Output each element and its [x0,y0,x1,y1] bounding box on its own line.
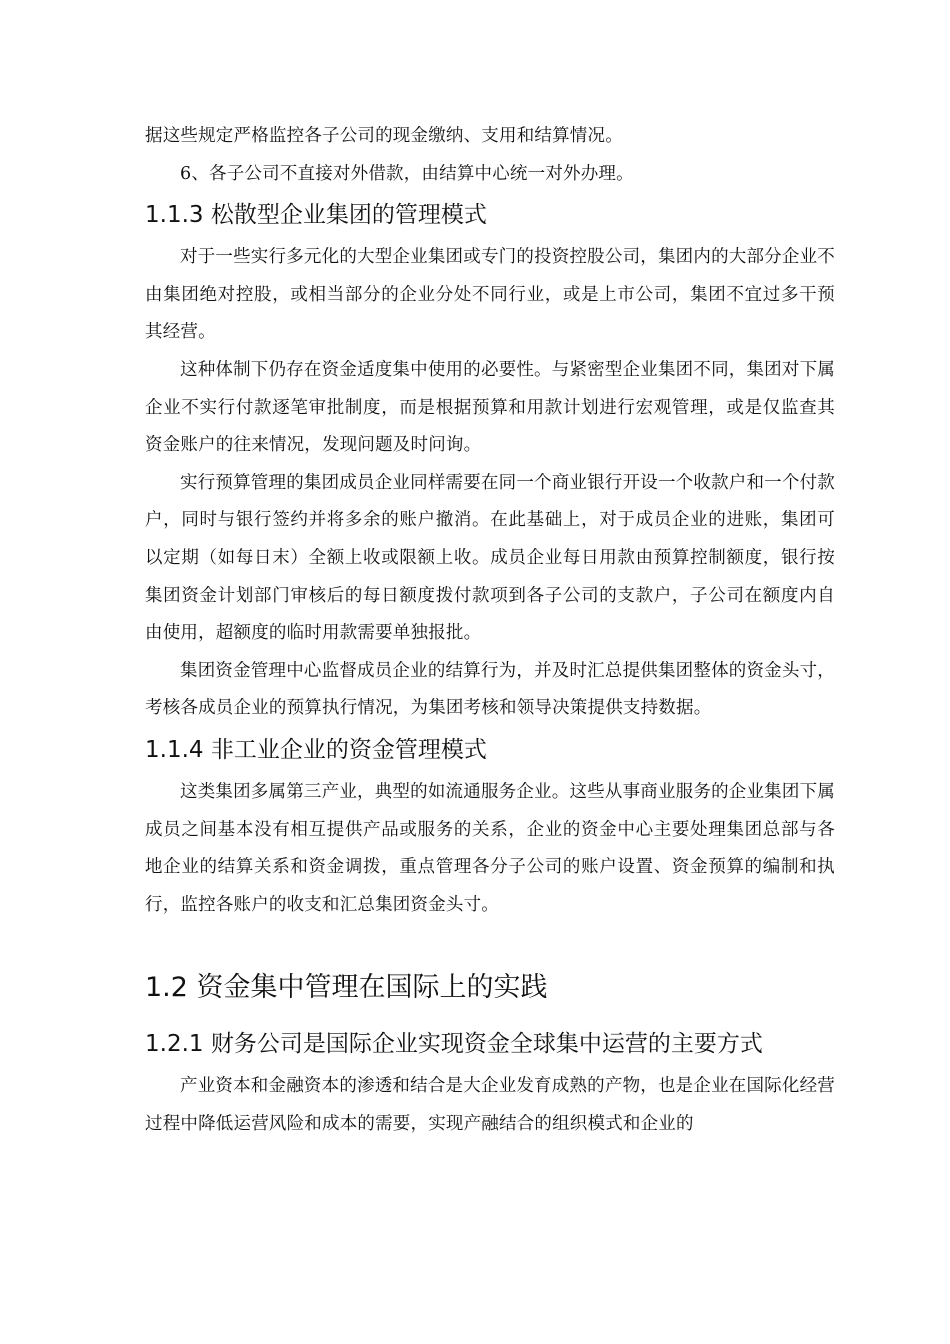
section-heading-1-2-1: 1.2.1 财务公司是国际企业实现资金全球集中运营的主要方式 [145,1031,763,1058]
chapter-heading-1-2: 1.2 资金集中管理在国际上的实践 [145,972,548,1004]
document-body [145,118,835,1143]
paragraph: 对于一些实行多元化的大型企业集团或专门的投资控股公司，集团内的大部分企业不由集团绝对控股，或相当部分的企业分处不同行业，或是上市公司，集团不宜过多干预其经营。 [145,247,835,343]
paragraph: 这类集团多属第三产业，典型的如流通服务企业。这些从事商业服务的企业集团下属成员之间基本没有相互提供产品或服务的关系，企业的资金中心主要处理集团总部与各地企业的结算关系和资金调拨，重点管理各分子公司的账户设置、资金预算的编制和执行，监控各账户的收支和汇总集团资金头寸。 [145,781,835,915]
paragraph: 6、各子公司不直接对外借款，由结算中心统一对外办理。 [180,163,634,184]
paragraph: 这种体制下仍存在资金适度集中使用的必要性。与紧密型企业集团不同，集团对下属企业不实行付款逐笔审批制度，而是根据预算和用款计划进行宏观管理，或是仅监查其资金账户的往来情况，发现问题及时问询。 [145,359,835,456]
paragraph: 实行预算管理的集团成员企业同样需要在同一个商业银行开设一个收款户和一个付款户，同时与银行签约并将多余的账户撤消。在此基础上，对于成员企业的进账，集团可以定期（如每日末）全额上收或限额上收。成员企业每日用款由预算控制额度，银行按集团资金计划部门审核后的每日额度拨付款项到各子公司的支款户，子公司在额度内自由使用，超额度的临时用款需要单独报批。 [145,472,835,644]
paragraph: 据这些规定严格监控各子公司的现金缴纳、支用和结算情况。 [145,126,623,146]
paragraph: 集团资金管理中心监督成员企业的结算行为，并及时汇总提供集团整体的资金头寸，考核各成员企业的预算执行情况，为集团考核和领导决策提供支持数据。 [145,660,835,719]
section-heading-1-1-4: 1.1.4 非工业企业的资金管理模式 [145,736,487,763]
section-heading-1-1-3: 1.1.3 松散型企业集团的管理模式 [145,202,487,229]
paragraph: 产业资本和金融资本的渗透和结合是大企业发育成熟的产物，也是企业在国际化经营过程中降低运营风险和成本的需要，实现产融结合的组织模式和企业的 [145,1076,835,1134]
